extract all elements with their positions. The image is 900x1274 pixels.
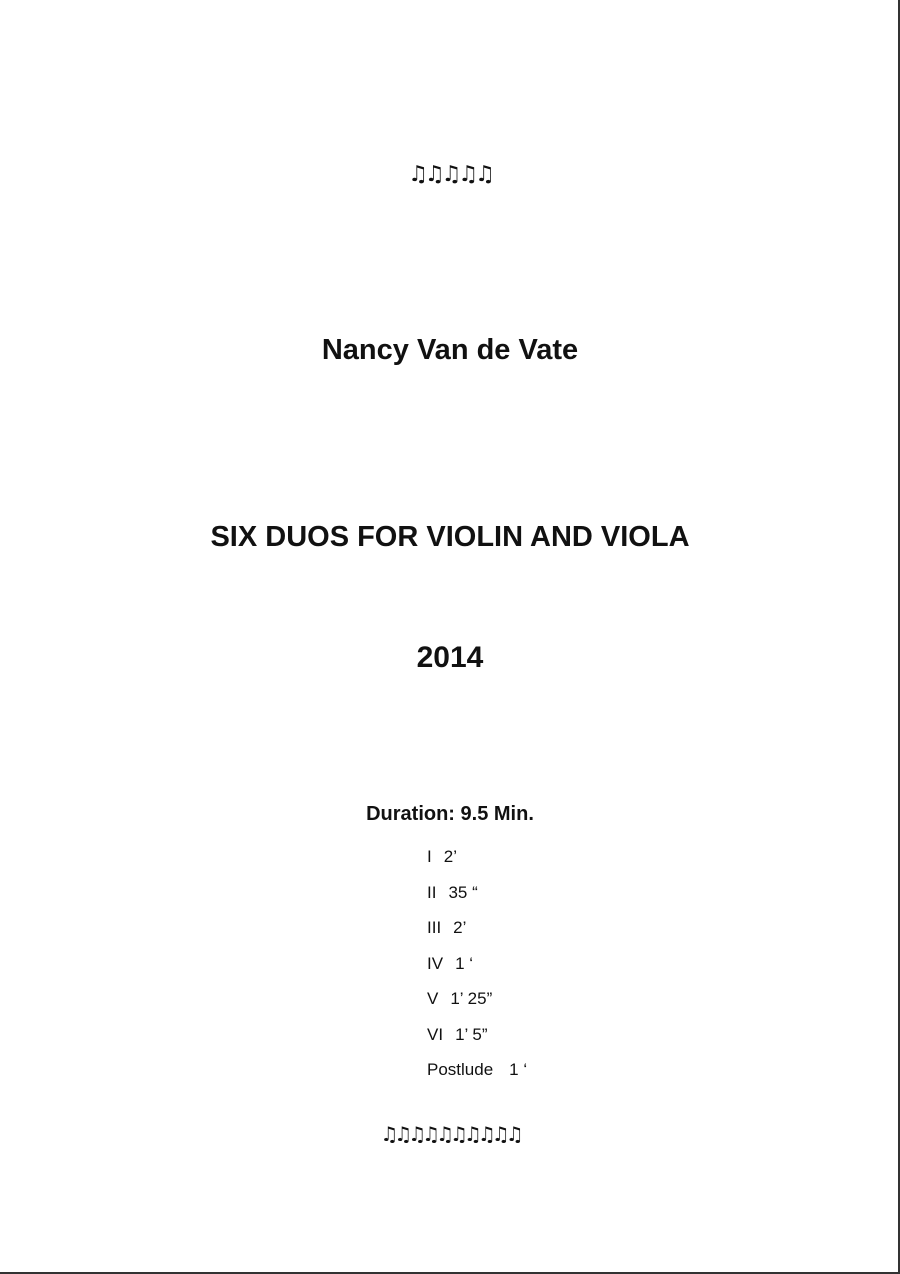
movement-number: II <box>427 882 437 902</box>
movement-number: VI <box>427 1024 444 1044</box>
movement-item <box>427 916 527 952</box>
movement-duration: 2’ <box>443 847 457 866</box>
movement-number: Postlude <box>427 1060 494 1079</box>
work-title: SIX DUOS FOR VIOLIN AND VIOLA <box>210 521 690 553</box>
movement-duration: 1’ 25” <box>450 989 493 1008</box>
music-notes-ornament-bottom: ♫♫♫♫♫♫♫♫♫♫ <box>380 1122 520 1146</box>
movement-item <box>427 952 527 988</box>
music-notes-ornament-top: ♫♫♫♫♫ <box>408 162 492 187</box>
movement-list <box>427 845 527 1094</box>
composer-name: Nancy Van de Vate <box>321 334 579 366</box>
movement-duration: 1 ‘ <box>455 953 474 973</box>
movement-number: III <box>427 918 442 937</box>
movement-item <box>427 1023 527 1059</box>
movement-item <box>427 987 527 1023</box>
movement-number: IV <box>427 953 444 973</box>
total-duration: Duration: 9.5 Min. <box>366 803 534 825</box>
movement-duration: 1’ 5” <box>455 1024 488 1044</box>
movement-number: I <box>427 847 432 866</box>
movement-number: V <box>427 989 439 1008</box>
movement-item <box>427 845 527 881</box>
movement-duration: 35 “ <box>448 882 478 902</box>
composition-year: 2014 <box>416 641 484 674</box>
movement-duration: 1 ‘ <box>509 1060 528 1079</box>
movement-duration: 2’ <box>453 918 467 937</box>
movement-item <box>427 881 527 917</box>
movement-item <box>427 1058 527 1094</box>
